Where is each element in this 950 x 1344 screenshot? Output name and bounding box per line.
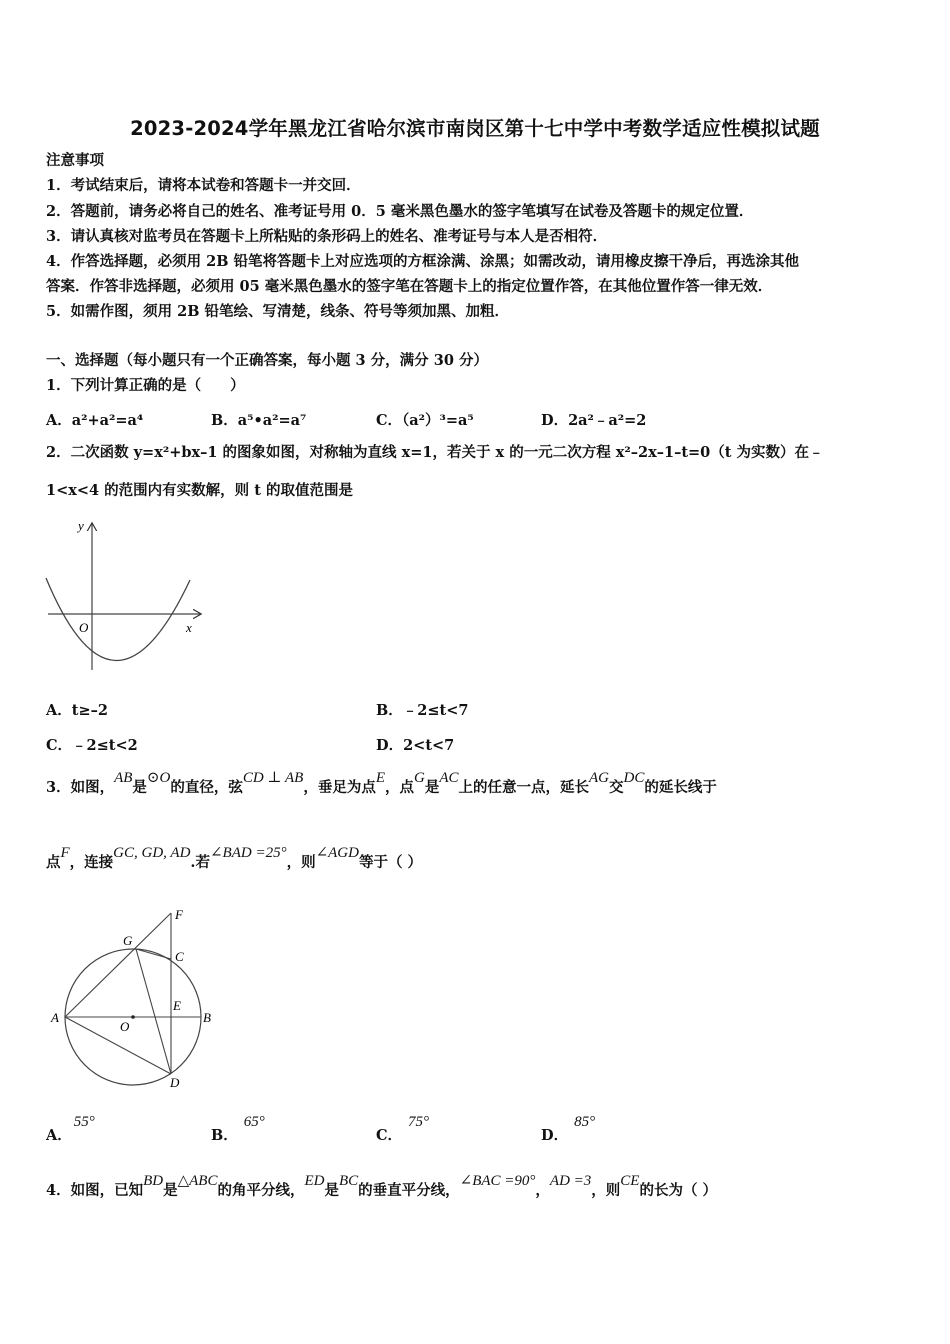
q3-option-b: [211, 1110, 265, 1144]
q4-text: 的垂直平分线，: [358, 1182, 460, 1199]
q3-math: AG: [589, 770, 610, 786]
option-label: C．: [376, 1127, 403, 1144]
q2-option-c: C．﹣2≤t<2: [46, 737, 138, 754]
label-g: G: [123, 933, 133, 948]
label-c: C: [175, 949, 184, 964]
q3-option-a: [46, 1110, 95, 1144]
label-e: E: [173, 998, 181, 1013]
q2-option-b: B．﹣2≤t<7: [376, 702, 469, 719]
q1-option-a: A．a²+a²=a⁴: [46, 412, 144, 429]
segment-ad: [65, 1017, 171, 1074]
q3-math: ⊙O: [146, 770, 171, 786]
q3-option-d: [541, 1110, 596, 1144]
q3-math: AC: [439, 770, 459, 786]
q3-text: ，垂足为点: [303, 779, 376, 796]
q4-text: 的长为（ ）: [639, 1182, 718, 1199]
q4-text: 是: [324, 1182, 339, 1199]
q1-option-d: D．2a²﹣a²=2: [541, 412, 647, 429]
q1-stem: 1．下列计算正确的是（ ）: [46, 377, 245, 394]
option-value: 65°: [243, 1114, 265, 1130]
q3-text: .若: [190, 854, 210, 871]
q3-circle-figure: [46, 905, 226, 1095]
q4-text: 是: [163, 1182, 178, 1199]
q3-math: GC, GD, AD: [113, 845, 191, 861]
segment-gc: [136, 949, 171, 959]
q3-text: 点: [46, 854, 61, 871]
q4-text: 4．如图，已知: [46, 1182, 144, 1199]
q3-stem-line2: [46, 845, 423, 873]
option-label: B．: [211, 1127, 238, 1144]
q2-stem-line1: 2．二次函数 y=x²+bx–1 的图象如图，对称轴为直线 x=1，若关于 x 的一元二次方程 x²–2x–1–t=0（t 为实数）在﹣: [46, 444, 824, 461]
q3-math: ∠BAD =25°: [209, 845, 287, 861]
q3-text: 3．如图，: [46, 779, 115, 796]
q4-math: CE: [620, 1173, 640, 1189]
q3-math: AB: [114, 770, 133, 786]
notice-item-4-cont: 答案．作答非选择题，必须用 05 毫米黑色墨水的签字笔在答题卡上的指定位置作答，在其他位置作答一律无效．: [46, 278, 773, 295]
option-label: A．: [46, 1127, 72, 1144]
notice-heading: 注意事项: [46, 152, 104, 169]
page-title: 2023-2024学年黑龙江省哈尔滨市南岗区第十七中学中考数学适应性模拟试题: [130, 117, 820, 140]
q3-math: G: [414, 770, 425, 786]
q3-math: CD ⊥ AB: [242, 770, 304, 786]
q3-text: 等于（ ）: [358, 854, 423, 871]
q2-option-a: A．t≥–2: [46, 702, 108, 719]
q2-option-d: D．2<t<7: [376, 737, 455, 754]
q3-stem-line1: [46, 770, 717, 798]
q4-text: ，则: [591, 1182, 621, 1199]
notice-item-2: 2．答题前，请务必将自己的姓名、准考证号用 0．5 毫米黑色墨水的签字笔填写在试卷及答题卡的规定位置．: [46, 203, 754, 220]
q3-math: F: [60, 845, 70, 861]
q3-text: 交: [609, 779, 624, 796]
q3-text: 是: [424, 779, 440, 796]
parabola-curve: [46, 578, 190, 661]
y-axis-label: y: [78, 518, 84, 533]
q3-text: 的延长线于: [644, 779, 717, 796]
notice-item-5: 5．如需作图，须用 2B 铅笔绘、写清楚，线条、符号等须加黑、加粗．: [46, 303, 510, 320]
label-a: A: [51, 1010, 59, 1025]
q4-text: 的角平分线，: [217, 1182, 305, 1199]
segment-gd: [136, 949, 171, 1074]
q3-text: 上的任意一点，延长: [458, 779, 590, 796]
option-value: 85°: [574, 1114, 596, 1130]
option-value: 55°: [73, 1114, 95, 1130]
section-heading: 一、选择题（每小题只有一个正确答案，每小题 3 分，满分 30 分）: [46, 352, 488, 369]
option-label: D．: [541, 1127, 569, 1144]
q3-math: E: [375, 770, 385, 786]
q3-text: 的直径，弦: [170, 779, 243, 796]
q3-text: 是: [132, 779, 147, 796]
q4-math: BD: [143, 1173, 164, 1189]
notice-item-4: 4．作答选择题，必须用 2B 铅笔将答题卡上对应选项的方框涂满、涂黑；如需改动，请用橡皮擦干净后，再选涂其他: [46, 253, 800, 270]
label-d: D: [170, 1075, 180, 1090]
q1-option-b: B．a⁵•a²=a⁷: [211, 412, 307, 429]
notice-item-3: 3．请认真核对监考员在答题卡上所粘贴的条形码上的姓名、准考证号与本人是否相符．: [46, 228, 608, 245]
q3-text: ，连接: [69, 854, 114, 871]
q4-text: ，: [535, 1182, 550, 1199]
q4-math: AD =3: [549, 1173, 592, 1189]
q4-math: ∠BAC =90°: [459, 1173, 536, 1189]
x-axis-label: x: [186, 620, 192, 635]
q3-math: DC: [623, 770, 645, 786]
origin-label: O: [79, 620, 89, 635]
q3-text: ，则: [286, 854, 316, 871]
q4-math: △ABC: [177, 1173, 218, 1189]
q4-math: ED: [304, 1173, 325, 1189]
label-f: F: [175, 907, 183, 922]
q3-option-c: [376, 1110, 430, 1144]
q4-math: BC: [338, 1173, 359, 1189]
q2-parabola-graph: [40, 512, 210, 682]
q3-math: ∠AGD: [315, 845, 359, 861]
q2-stem-line2: 1<x<4 的范围内有实数解，则 t 的取值范围是: [46, 482, 353, 499]
q3-text: ，点: [385, 779, 414, 796]
label-o: O: [120, 1019, 130, 1034]
segment-af: [65, 913, 171, 1017]
notice-item-1: 1．考试结束后，请将本试卷和答题卡一并交回．: [46, 177, 361, 194]
q1-option-c: C．（a²）³=a⁵: [376, 412, 474, 429]
center-point: [131, 1015, 135, 1019]
label-b: B: [203, 1010, 211, 1025]
q4-stem: [46, 1173, 718, 1201]
option-value: 75°: [408, 1114, 430, 1130]
